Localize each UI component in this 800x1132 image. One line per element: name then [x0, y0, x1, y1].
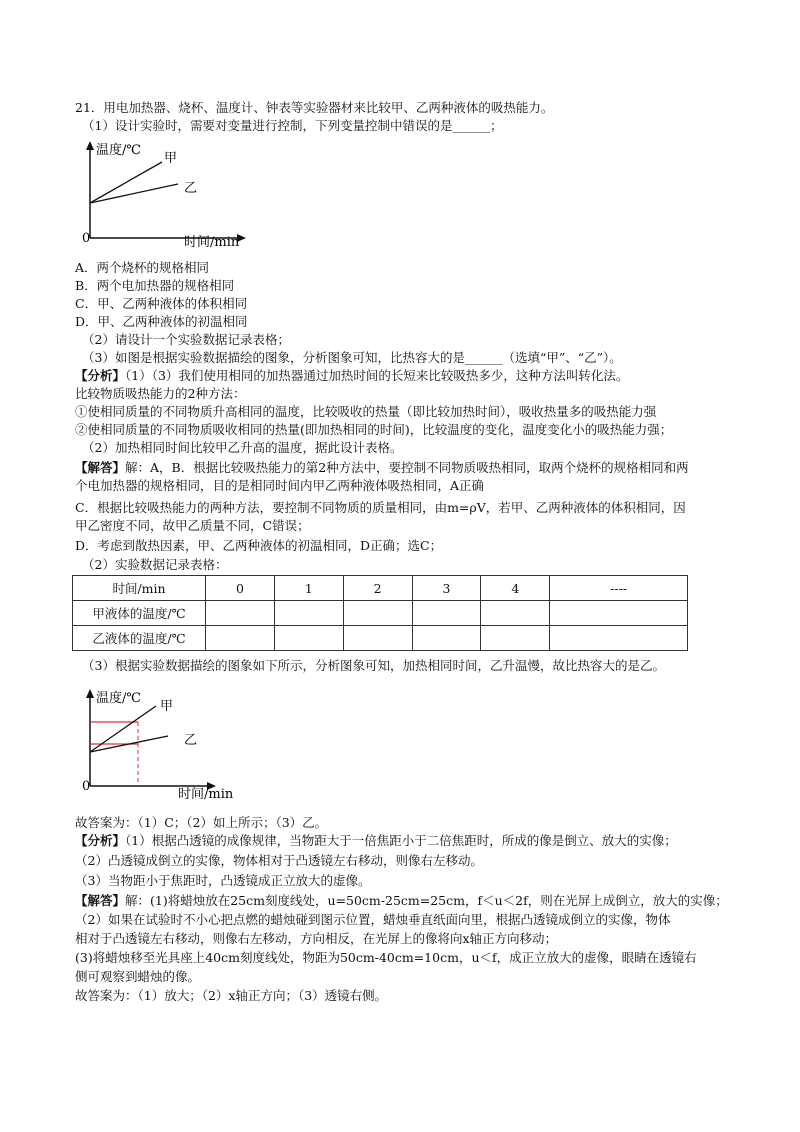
- solution-1-line-3: C．根据比较吸热能力的两种方法，要控制不同物质的质量相同，由m=ρV，若甲、乙两种液体的体积相同，因: [75, 500, 686, 515]
- table-row: [73, 626, 688, 651]
- solution-tag: 【解答】: [75, 893, 126, 908]
- table-row-label: 乙液体的温度/℃: [73, 626, 206, 651]
- analysis-2-line-2: （2）凸透镜成倒立的实像，物体相对于凸透镜左右移动，则像右左移动。: [75, 853, 483, 868]
- analysis-1-line-4: ②使相同质量的不同物质吸收相同的热量(即加热相同的时间)，比较温度的变化，温度变化小的吸热能力强；: [75, 422, 673, 437]
- solution-1-part3: （3）根据实验数据描绘的图象如下所示，分析图象可知，加热相同时间，乙升温慢，故比热容大的是乙。: [82, 658, 665, 673]
- table-header-cell: 0: [206, 576, 275, 601]
- table-header-cell: 3: [412, 576, 481, 601]
- table-header-cell: 1: [274, 576, 343, 601]
- analysis-1-line-3: ①使相同质量的不同物质升高相同的温度，比较吸收的热量（即比较加热时间），吸收热量多的吸热能力强: [75, 404, 657, 419]
- label-jia: 甲: [160, 699, 174, 714]
- y-axis-arrow: [86, 141, 94, 150]
- solution-tag: 【解答】: [75, 460, 126, 475]
- question-part2: （2）请设计一个实验数据记录表格；: [82, 332, 290, 347]
- y-axis-arrow: [86, 689, 94, 698]
- solution-2-line-4: (3)将蜡烛移至光具座上40cm刻度线处，物距为50cm-40cm=10cm，u＜f，成正立放大的虚像，眼睛在透镜右: [75, 950, 697, 965]
- y-axis-label: 温度/℃: [96, 143, 141, 158]
- table-header-cell: 4: [481, 576, 550, 601]
- table-cell: [550, 601, 688, 626]
- analysis-2-text: （1）根据凸透镜的成像规律，当物距大于一倍焦距小于二倍焦距时，所成的像是倒立、放大的实像；: [125, 833, 677, 848]
- answer-1: 故答案为：（1）C；（2）如上所示；（3）乙。: [75, 815, 328, 830]
- solution-2-text: 解：(1)将蜡烛放在25cm刻度线处，u=50cm-25cm=25cm，f＜u＜2f，则在光屏上成倒立，放大的实像；: [125, 893, 728, 908]
- label-yi: 乙: [184, 733, 198, 748]
- x-axis-label: 时间/min: [184, 235, 240, 250]
- table-cell: [206, 626, 275, 651]
- analysis-tag: 【分析】: [75, 368, 126, 383]
- table-cell: [274, 601, 343, 626]
- label-yi: 乙: [184, 181, 198, 196]
- table-cell: [274, 626, 343, 651]
- analysis-1-line-5: （2）加热相同时间比较甲乙升高的温度，据此设计表格。: [82, 440, 403, 455]
- table-row-label: 甲液体的温度/℃: [73, 601, 206, 626]
- table-row: [73, 601, 688, 626]
- table-header-row: [73, 576, 688, 601]
- solution-1-line-6: （2）实验数据记录表格：: [82, 557, 228, 572]
- table-header-cell: 时间/min: [73, 576, 206, 601]
- option-d: D．甲、乙两种液体的初温相同: [75, 314, 248, 329]
- table-cell: [412, 601, 481, 626]
- option-b: B．两个电加热器的规格相同: [75, 278, 235, 293]
- question-part3: （3）如图是根据实验数据描绘的图象，分析图象可知，比热容大的是______（选填“甲”、“乙”）。: [82, 350, 622, 365]
- analysis-2-line-1: [75, 833, 677, 849]
- table-cell: [481, 626, 550, 651]
- option-a: A．两个烧杯的规格相同: [75, 260, 210, 275]
- origin-label: 0: [82, 779, 91, 794]
- solution-2-line-2: （2）如果在试验时不小心把点燃的蜡烛碰到图示位置，蜡烛垂直纸面向里，根据凸透镜成倒立的实像，物体: [75, 912, 671, 927]
- answer-2: 故答案为：（1）放大；（2）x轴正方向；（3）透镜右侧。: [75, 988, 388, 1003]
- data-record-table: [72, 575, 688, 651]
- line-yi: [90, 184, 178, 203]
- label-jia: 甲: [164, 151, 178, 166]
- solution-2-line-1: [75, 893, 728, 909]
- table-cell: [206, 601, 275, 626]
- table-cell: [343, 626, 412, 651]
- solution-1-line-2: 个电加热器的规格相同，目的是相同时间内甲乙两种液体吸热相同，A正确: [75, 478, 485, 493]
- solution-2-line-5: 侧可观察到蜡烛的像。: [75, 969, 201, 984]
- line-jia: [90, 162, 162, 203]
- analysis-tag: 【分析】: [75, 833, 126, 848]
- analysis-1-line-1: [75, 368, 628, 384]
- temperature-time-graph: [80, 138, 260, 250]
- table-cell: [550, 626, 688, 651]
- solution-1-line-1: [75, 460, 689, 476]
- solution-1-line-5: D．考虑到散热因素，甲、乙两种液体的初温相同，D正确；选C；: [75, 538, 443, 553]
- table-header-cell: ----: [550, 576, 688, 601]
- table-cell: [481, 601, 550, 626]
- option-c: C．甲、乙两种液体的体积相同: [75, 296, 248, 311]
- solution-1-text: 解：A，B．根据比较吸热能力的第2种方法中，要控制不同物质吸热相同，取两个烧杯的规格相同和两: [125, 460, 689, 475]
- question-part1: （1）设计实验时，需要对变量进行控制，下列变量控制中错误的是______；: [82, 118, 503, 133]
- table-cell: [412, 626, 481, 651]
- solution-1-line-4: 甲乙密度不同，故甲乙质量不同，C错误；: [75, 518, 310, 533]
- origin-label: 0: [82, 231, 91, 246]
- solution-2-line-3: 相对于凸透镜左右移动，则像右左移动，方向相反，在光屏上的像将向x轴正方向移动；: [75, 931, 558, 946]
- analysis-1-text: （1）（3）我们使用相同的加热器通过加热时间的长短来比较吸热多少，这种方法叫转化法。: [125, 368, 629, 383]
- analysis-1-line-2: 比较物质吸热能力的2种方法：: [75, 386, 246, 401]
- question-title: 21．用电加热器、烧杯、温度计、钟表等实验器材来比较甲、乙两种液体的吸热能力。: [75, 100, 554, 115]
- x-axis-label: 时间/min: [178, 787, 234, 802]
- temperature-time-graph-annotated: [80, 686, 260, 802]
- y-axis-label: 温度/℃: [96, 691, 141, 706]
- table-header-cell: 2: [343, 576, 412, 601]
- table-cell: [343, 601, 412, 626]
- analysis-2-line-3: （3）当物距小于焦距时，凸透镜成正立放大的虚像。: [75, 873, 371, 888]
